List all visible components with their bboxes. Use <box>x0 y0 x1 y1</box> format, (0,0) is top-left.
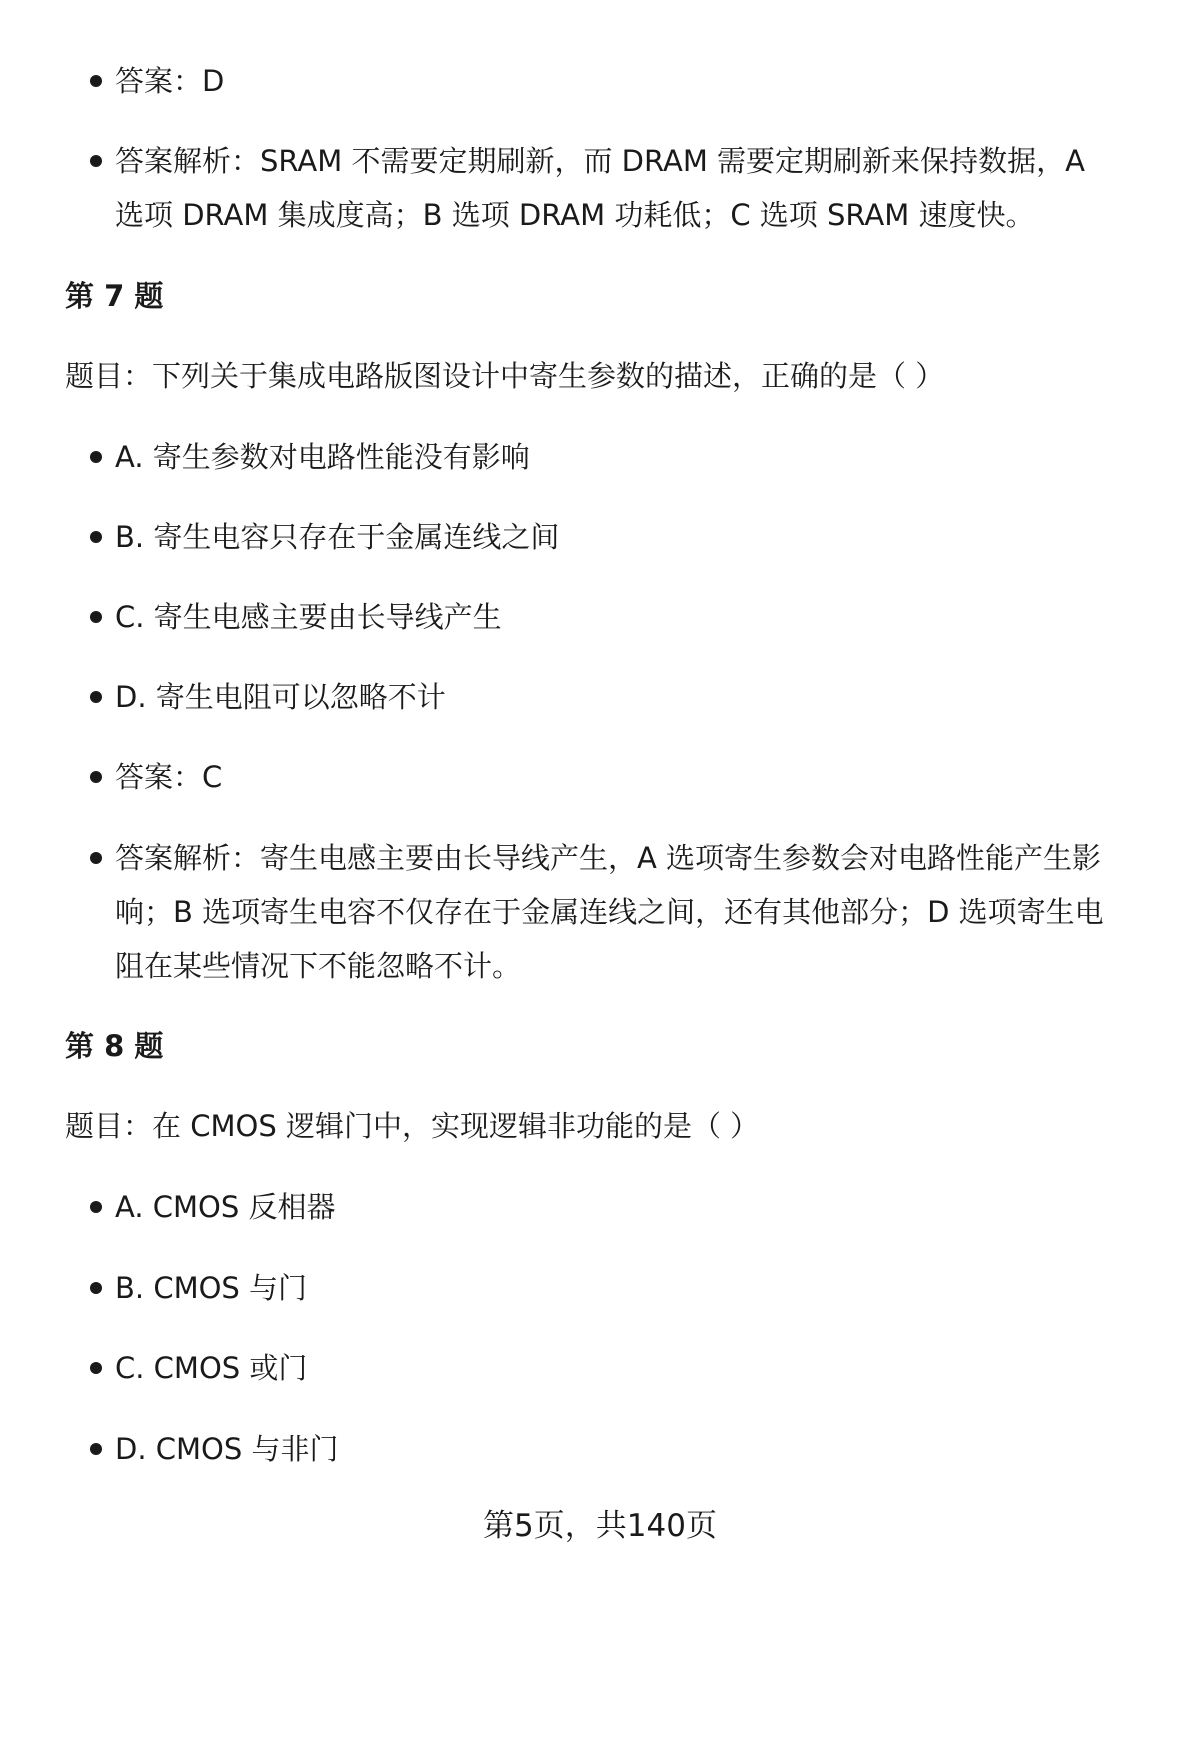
bullet-icon <box>90 1201 102 1213</box>
q8-option-d: D. CMOS 与非门 <box>115 1432 339 1466</box>
q7-option-c: C. 寄生电感主要由长导线产生 <box>115 600 502 634</box>
q7-option-d: D. 寄生电阻可以忽略不计 <box>115 680 446 714</box>
bullet-icon <box>90 771 102 783</box>
bullet-icon <box>90 531 102 543</box>
q7-stem: 题目：下列关于集成电路版图设计中寄生参数的描述，正确的是（ ） <box>65 359 945 393</box>
q7-heading: 第 7 题 <box>65 279 164 313</box>
q7-answer: 答案：C <box>115 760 223 794</box>
bullet-icon <box>90 1282 102 1294</box>
page-number: 第5页，共140页 <box>483 1508 717 1544</box>
q8-stem: 题目：在 CMOS 逻辑门中，实现逻辑非功能的是（ ） <box>65 1109 760 1143</box>
bullet-icon <box>90 155 102 167</box>
q8-option-a: A. CMOS 反相器 <box>115 1190 336 1224</box>
q7-option-b: B. 寄生电容只存在于金属连线之间 <box>115 520 560 554</box>
bullet-icon <box>90 1443 102 1455</box>
bullet-icon <box>90 1362 102 1374</box>
q7-option-a: A. 寄生参数对电路性能没有影响 <box>115 440 530 474</box>
bullet-icon <box>90 691 102 703</box>
q6-explanation-line2: 选项 DRAM 集成度高；B 选项 DRAM 功耗低；C 选项 SRAM 速度快。 <box>115 198 1035 232</box>
bullet-icon <box>90 75 102 87</box>
q6-explanation-line1: 答案解析：SRAM 不需要定期刷新，而 DRAM 需要定期刷新来保持数据，A <box>115 144 1085 178</box>
q8-option-c: C. CMOS 或门 <box>115 1351 308 1385</box>
bullet-icon <box>90 451 102 463</box>
q8-heading: 第 8 题 <box>65 1029 164 1063</box>
q8-option-b: B. CMOS 与门 <box>115 1271 308 1305</box>
q6-answer: 答案：D <box>115 64 225 98</box>
q7-explanation-line2: 响；B 选项寄生电容不仅存在于金属连线之间，还有其他部分；D 选项寄生电 <box>115 895 1104 929</box>
bullet-icon <box>90 611 102 623</box>
q7-explanation-line3: 阻在某些情况下不能忽略不计。 <box>115 949 522 983</box>
bullet-icon <box>90 852 102 864</box>
q7-explanation-line1: 答案解析：寄生电感主要由长导线产生，A 选项寄生参数会对电路性能产生影 <box>115 841 1102 875</box>
